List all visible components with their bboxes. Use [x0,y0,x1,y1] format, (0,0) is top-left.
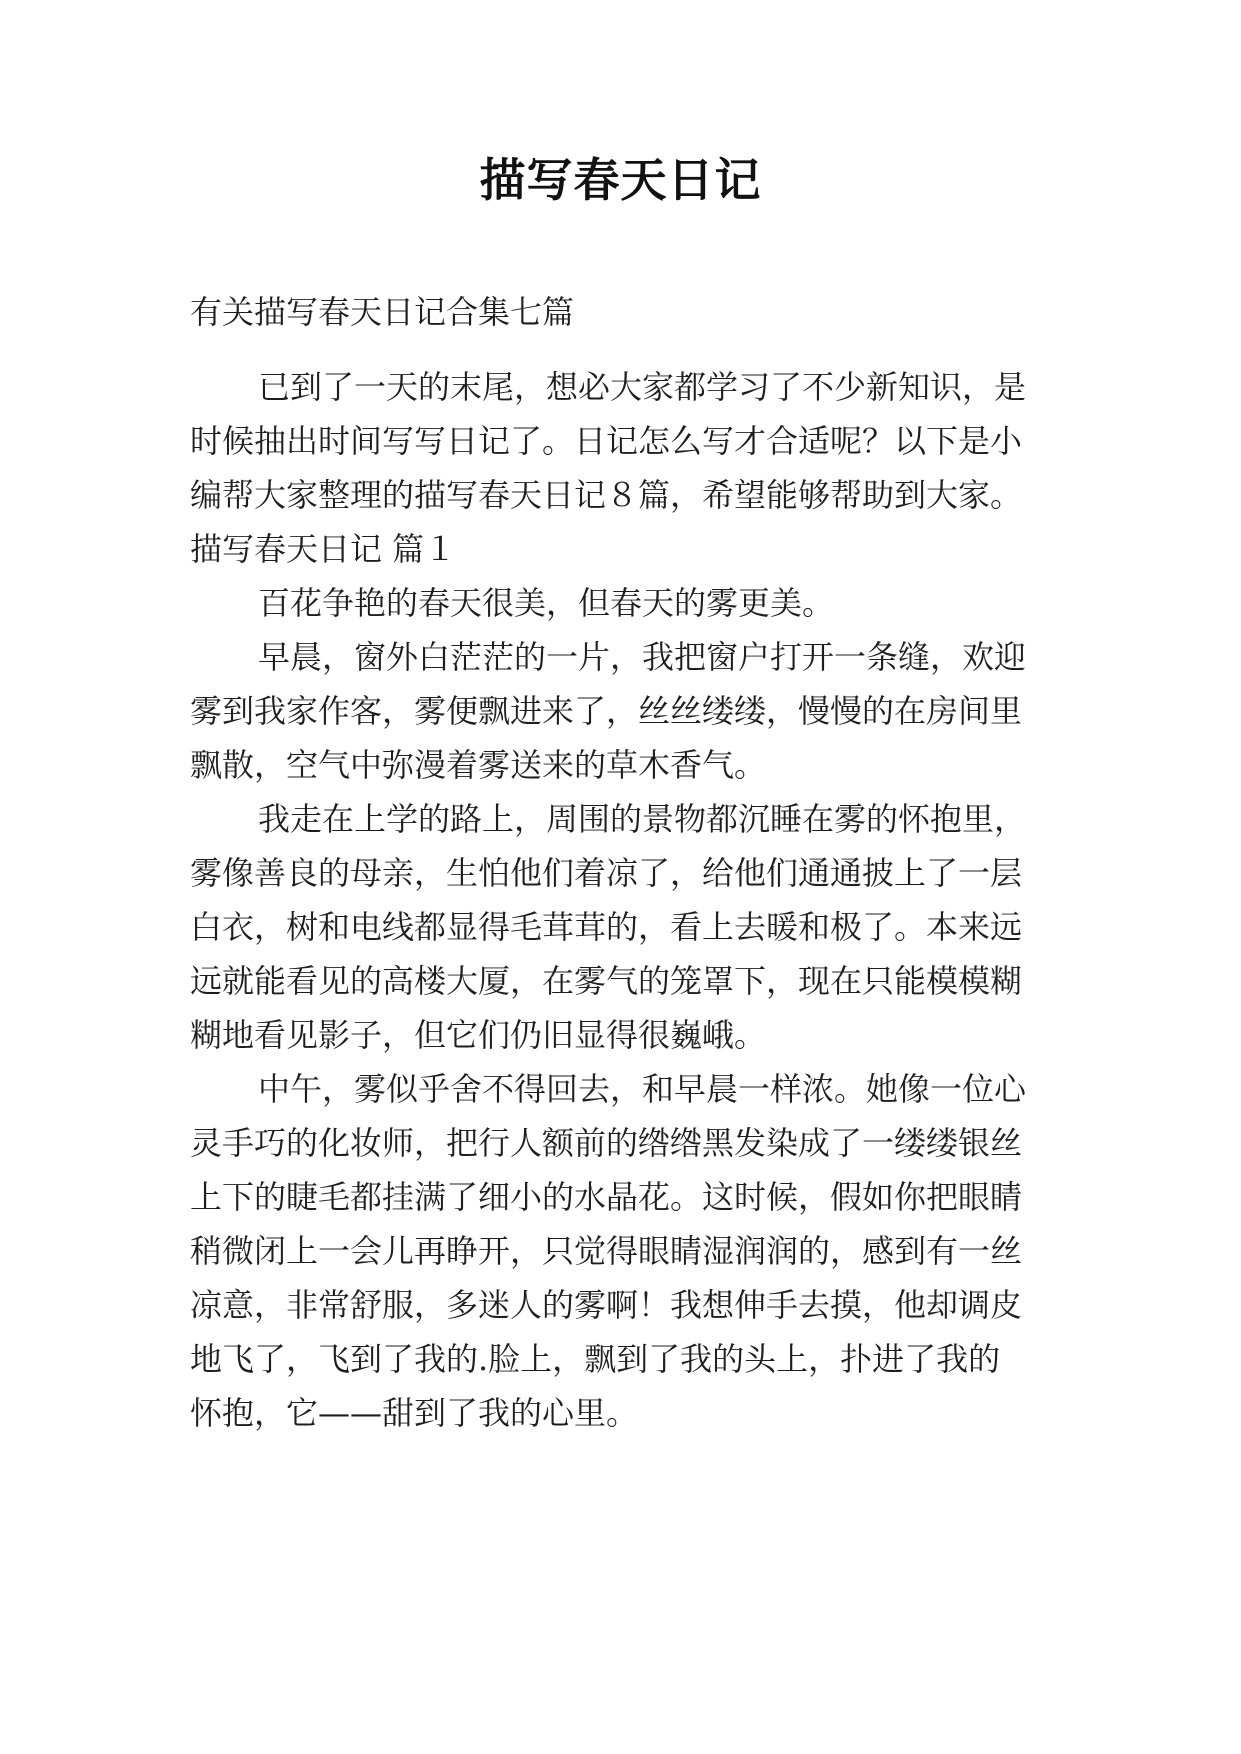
paragraph-line: 怀抱，它——甜到了我的心里。 [190,1394,639,1432]
paragraph-line: 时候抽出时间写写日记了。日记怎么写才合适呢？以下是小 [190,422,1023,460]
paragraph-line: 雾到我家作客，雾便飘进来了，丝丝缕缕，慢慢的在房间里 [190,692,1023,730]
paragraph-line: 飘散，空气中弥漫着雾送来的草木香气。 [190,746,767,784]
paragraph-line: 中午，雾似乎舍不得回去，和早晨一样浓。她像一位心 [258,1070,1027,1108]
document-title: 描写春天日记 [479,153,762,207]
paragraph-line: 白衣，树和电线都显得毛茸茸的，看上去暖和极了。本来远 [190,908,1023,946]
document-subtitle: 有关描写春天日记合集七篇 [190,293,575,331]
paragraph-line: 远就能看见的高楼大厦，在雾气的笼罩下，现在只能模模糊 [190,962,1023,1000]
paragraph-line: 糊地看见影子，但它们仍旧显得很巍峨。 [190,1016,767,1054]
paragraph-line: 已到了一天的末尾，想必大家都学习了不少新知识，是 [258,368,1027,406]
paragraph-line: 编帮大家整理的描写春天日记８篇，希望能够帮助到大家。 [190,476,1023,514]
section-heading: 描写春天日记 篇１ [190,530,457,568]
paragraph-line: 早晨，窗外白茫茫的一片，我把窗户打开一条缝，欢迎 [258,638,1027,676]
paragraph-line: 百花争艳的春天很美，但春天的雾更美。 [258,584,835,622]
paragraph-line: 地飞了，飞到了我的.脸上，飘到了我的头上，扑进了我的 [190,1340,1001,1378]
paragraph-line: 我走在上学的路上，周围的景物都沉睡在雾的怀抱里， [258,800,1027,838]
paragraph-line: 雾像善良的母亲，生怕他们着凉了，给他们通通披上了一层 [190,854,1023,892]
paragraph-line: 稍微闭上一会儿再睁开，只觉得眼睛湿润润的，感到有一丝 [190,1232,1023,1270]
paragraph-line: 上下的睫毛都挂满了细小的水晶花。这时候，假如你把眼睛 [190,1178,1023,1216]
paragraph-line: 凉意，非常舒服，多迷人的雾啊！我想伸手去摸，他却调皮 [190,1286,1023,1324]
paragraph-line: 灵手巧的化妆师，把行人额前的绺绺黑发染成了一缕缕银丝 [190,1124,1023,1162]
